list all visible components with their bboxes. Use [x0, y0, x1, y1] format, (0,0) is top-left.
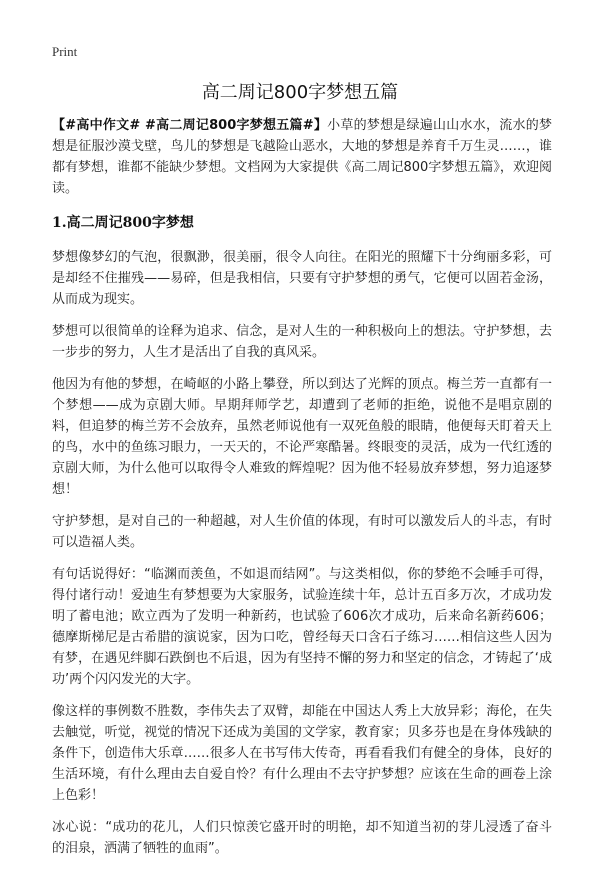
article-body	[52, 115, 552, 870]
paragraph-2: 梦想可以很简单的诠释为追求、信念，是对人生的一种积极向上的想法。守护梦想，去一步步的努力，人生才是活出了自我的真风采。	[52, 324, 552, 360]
intro-text: 小草的梦想是绿遍山山水水，流水的梦想是征服沙漠戈壁，鸟儿的梦想是飞越险山恶水，大地的梦想是养育千万生灵……，谁都有梦想，谁都不能缺少梦想。文档网为大家提供《高二周记800字梦想五篇》，欢迎阅读。	[52, 118, 552, 196]
paragraph-3: 他因为有他的梦想，在崎岖的小路上攀登，所以到达了光辉的顶点。梅兰芳一直都有一个梦想——成为京剧大师。早期拜师学艺，却遭到了老师的拒绝，说他不是唱京剧的料，但追梦的梅兰芳不会放弃，虽然老师说他有一双死鱼般的眼睛，他便每天盯着天上的鸟，水中的鱼练习眼力，一天天的，不论严寒酷暑。终眼变的灵活，成为一代红透的京剧大师，为什么他可以取得令人难致的辉煌呢？因为他不轻易放弃梦想，努力追逐梦想！	[52, 377, 552, 497]
paragraph-5: 有句话说得好：“临渊而羡鱼，不如退而结网”。与这类相似，你的梦绝不会唾手可得，得付诸行动！爱迪生有梦想要为大家服务，试验连续十年，总计五百多万次，才成功发明了蓄电池；欧立西为了发明一种新药，也试验了606次才成功，后来命名新药606；德摩斯梯尼是古希腊的演说家，因为口吃，曾经每天口含石子练习……相信这些人因为有梦，在遇见绊脚石跌倒也不后退，因为有坚持不懈的努力和坚定的信念，才铸起了‘成功’两个闪闪发光的大字。	[52, 567, 552, 687]
paragraph-1: 梦想像梦幻的气泡，很飘渺，很美丽，很令人向往。在阳光的照耀下十分绚丽多彩，可是却经不住摧残——易碎，但是我相信，只要有守护梦想的勇气，它便可以固若金汤，从而成为现实。	[52, 250, 552, 307]
page-title: 高二周记800字梦想五篇	[201, 82, 399, 103]
paragraph-4: 守护梦想，是对自己的一种超越，对人生价值的体现，有时可以激发后人的斗志，有时可以造福人类。	[52, 514, 552, 550]
intro-paragraph	[52, 115, 552, 199]
paragraph-7: 冰心说：“成功的花儿，人们只惊羡它盛开时的明艳，却不知道当初的芽儿浸透了奋斗的泪泉，洒满了牺牲的血雨”。	[52, 820, 552, 856]
intro-tags: 【#高中作文# #高二周记800字梦想五篇#】	[52, 118, 328, 133]
section-heading: 1.高二周记800字梦想	[52, 215, 194, 231]
print-label: Print	[52, 44, 78, 59]
paragraph-6: 像这样的事例数不胜数，李伟失去了双臂，却能在中国达人秀上大放异彩；海伦，在失去触觉，听觉，视觉的情况下还成为美国的文学家，教育家；贝多芬也是在身体残缺的条件下，创造伟大乐章……很多人在书写伟大传奇，再看看我们有健全的身体，良好的生活环境，有什么理由去自爱自怜？有什么理由不去守护梦想？应该在生命的画卷上涂上色彩！	[52, 704, 552, 803]
